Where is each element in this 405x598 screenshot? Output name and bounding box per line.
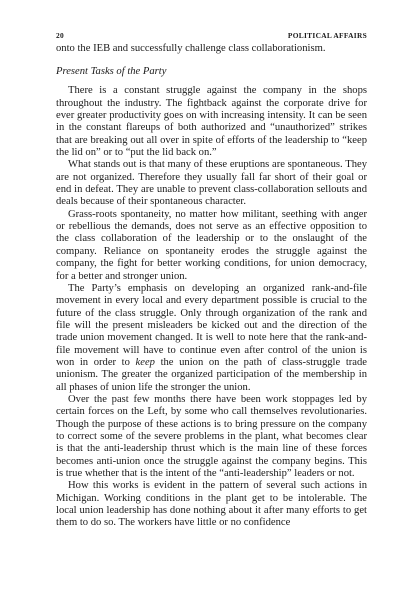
paragraph-4-text-before: The Party’s emphasis on developing an organized rank-and-file movement in every local and every department possible is crucial to the future of the class struggle. Only through organization of the rank and file will the present misleaders be kicked out and the direction of the trade union movement changed. It is well to note here that the rank-and-file movement will have to continue even after control of the union is won in order to (56, 282, 367, 368)
emphasized-word: keep (135, 356, 155, 368)
body-paragraph-6: How this works is evident in the pattern of several such actions in Michigan. Working conditions in the plant get to be intolerable. The local union leadership has done nothing about it after many efforts to get them to do so. The workers have little or no confidence (56, 480, 367, 529)
body-paragraph-2: What stands out is that many of these eruptions are spontaneous. They are not organized. Therefore they usually fall far short of their goal or end in defeat. They are unable to prevent class-collaboration sellouts and deals because of their spontaneous character. (56, 159, 367, 208)
body-paragraph-5: Over the past few months there have been work stoppages led by certain forces on the Left, by some who call themselves revolutionaries. Though the purpose of these actions is to bring pressure on the company to correct some of the severe problems in the plant, what becomes clear is that the anti-leadership thrust which is the main line of these forces becomes anti-union once the struggle against the company begins. This is true whether that is the intent of the “anti-leadership” leaders or not. (56, 393, 367, 479)
running-header (56, 31, 367, 40)
section-title: Present Tasks of the Party (56, 66, 167, 78)
page-number: 20 (56, 31, 64, 40)
paragraph-4-text-after: the union on the path of class-struggle trade unionism. The greater the organized participation of the membership in all phases of union life the stronger the union. (56, 356, 367, 393)
opening-line: onto the IEB and successfully challenge class collaborationism. (56, 43, 326, 54)
body-paragraph-4 (56, 283, 367, 394)
body-paragraph-1: There is a constant struggle against the company in the shops throughout the industry. The fightback against the corporate drive for ever greater productivity goes on with increasing intensity. It can be seen in the constant flareups of both authorized and “unauthorized” strikes that are breaking out all over in spite of efforts of the leadership to “keep the lid on” or to “put the lid back on.” (56, 85, 367, 159)
journal-title: POLITICAL AFFAIRS (287, 31, 367, 40)
body-paragraph-3: Grass-roots spontaneity, no matter how militant, seething with anger or rebellious the demands, does not serve as an effective opposition to the class collaboration of the leadership or to the onslaught of the company. Reliance on spontaneity erodes the struggle against the company, the fight for better working conditions, for union democracy, for a better and stronger union. (56, 208, 367, 282)
